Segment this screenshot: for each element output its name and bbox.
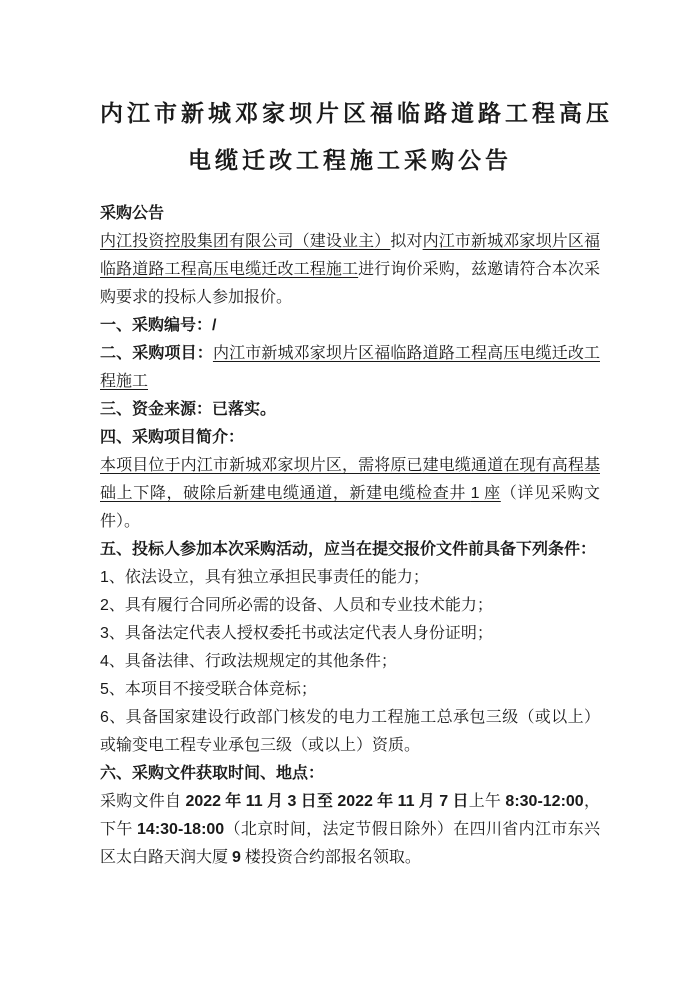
text-run: 2022 [337, 793, 373, 810]
text-run: 进行询价采购，兹邀请符合本次采购要求的投标人参加报价。 [100, 261, 600, 306]
text-run: 上午 [468, 793, 506, 810]
text-run: 采购公告 [100, 205, 165, 222]
text-run: 、具有履行合同所必需的设备、人员和专业技术能力； [108, 597, 493, 614]
text-run: 3 [100, 625, 109, 642]
text-run: 内江市新城邓家坝片区福临路道路工程高压电缆迁改工程施工 [100, 233, 600, 278]
text-run: 、本项目不接受联合体竞标； [108, 681, 317, 698]
text-run: 、依法设立，具有独立承担民事责任的能力； [108, 569, 429, 586]
text-run: 7 [439, 793, 449, 810]
text-run: 4 [100, 653, 109, 670]
text-run: 、具备国家建设行政部门核发的电力工程施工总承包三级（或以上）或输变电工程专业承包三级（或以上）资质。 [100, 709, 600, 754]
section-2-heading [100, 340, 600, 396]
text-run: 9 [232, 849, 241, 866]
notice-heading [100, 200, 600, 228]
section-6-paragraph [100, 788, 600, 872]
text-run: 六、采购文件获取时间、地点： [100, 765, 325, 782]
section-1-heading [100, 312, 600, 340]
condition-4 [100, 648, 600, 676]
section-5-heading [100, 536, 600, 564]
condition-6 [100, 704, 600, 760]
text-run: 11 [397, 793, 415, 810]
section-3-heading [100, 396, 600, 424]
document-body [100, 200, 600, 872]
text-run: 、具备法律、行政法规规定的其他条件； [108, 653, 397, 670]
document-title-line-1: 内江市新城邓家坝片区福临路道路工程高压 [100, 101, 613, 126]
text-run: ， [583, 793, 600, 810]
text-run: 拟对 [390, 233, 423, 250]
section-4-paragraph [100, 452, 600, 536]
intro-paragraph [100, 228, 600, 312]
text-run: 楼投资合约部报名领取。 [240, 849, 421, 866]
text-run: 11 [245, 793, 263, 810]
text-run: 年 [221, 793, 246, 810]
text-run: 2 [100, 597, 109, 614]
text-run: 日 [448, 793, 469, 810]
text-run: 14:30-18:00 [137, 821, 225, 838]
text-run: 采购文件自 [100, 793, 186, 810]
condition-5 [100, 676, 600, 704]
text-run: 月 [262, 793, 288, 810]
text-run: 1 [100, 569, 109, 586]
text-run: 内江投资控股集团有限公司（建设业主） [100, 233, 391, 250]
text-run: 内江市新城邓家坝片区福临路道路工程高压电缆迁改工程施工 [100, 345, 600, 390]
text-run: 月 [414, 793, 440, 810]
text-run: 1 [470, 485, 480, 502]
text-run: / [212, 317, 217, 334]
text-run: 本项目位于内江市新城邓家坝片区，需将原已建电缆通道在现有高程基础上下降，破除后新建电缆通道，新建电缆检查井 [100, 457, 600, 502]
condition-3 [100, 620, 600, 648]
text-run: 下午 [100, 821, 138, 838]
text-run: 年 [372, 793, 398, 810]
text-run: 二、采购项目： [100, 345, 213, 362]
document-title-line-2: 电缆迁改工程施工采购公告 [188, 148, 512, 173]
text-run: 日至 [296, 793, 338, 810]
document-title [100, 90, 613, 184]
section-6-heading [100, 760, 600, 788]
text-run: 、具备法定代表人授权委托书或法定代表人身份证明； [108, 625, 493, 642]
section-4-heading [100, 424, 600, 452]
text-run: 5 [100, 681, 109, 698]
condition-2 [100, 592, 600, 620]
text-run: 五、投标人参加本次采购活动，应当在提交报价文件前具备下列条件： [100, 541, 597, 558]
text-run: 四、采购项目简介： [100, 429, 245, 446]
text-run: 三、资金来源：已落实。 [100, 401, 277, 418]
text-run: 6 [100, 709, 109, 726]
text-run: （北京时间，法定节假日除外）在四川省内江市东兴区太白路天润大厦 [100, 821, 600, 866]
text-run: 3 [287, 793, 297, 810]
text-run: 2022 [185, 793, 222, 810]
text-run: （详见采购文件）。 [100, 485, 600, 530]
condition-1 [100, 564, 600, 592]
text-run: 一、采购编号： [100, 317, 213, 334]
text-run: 座 [479, 485, 501, 502]
text-run: 8:30-12:00 [505, 793, 584, 810]
